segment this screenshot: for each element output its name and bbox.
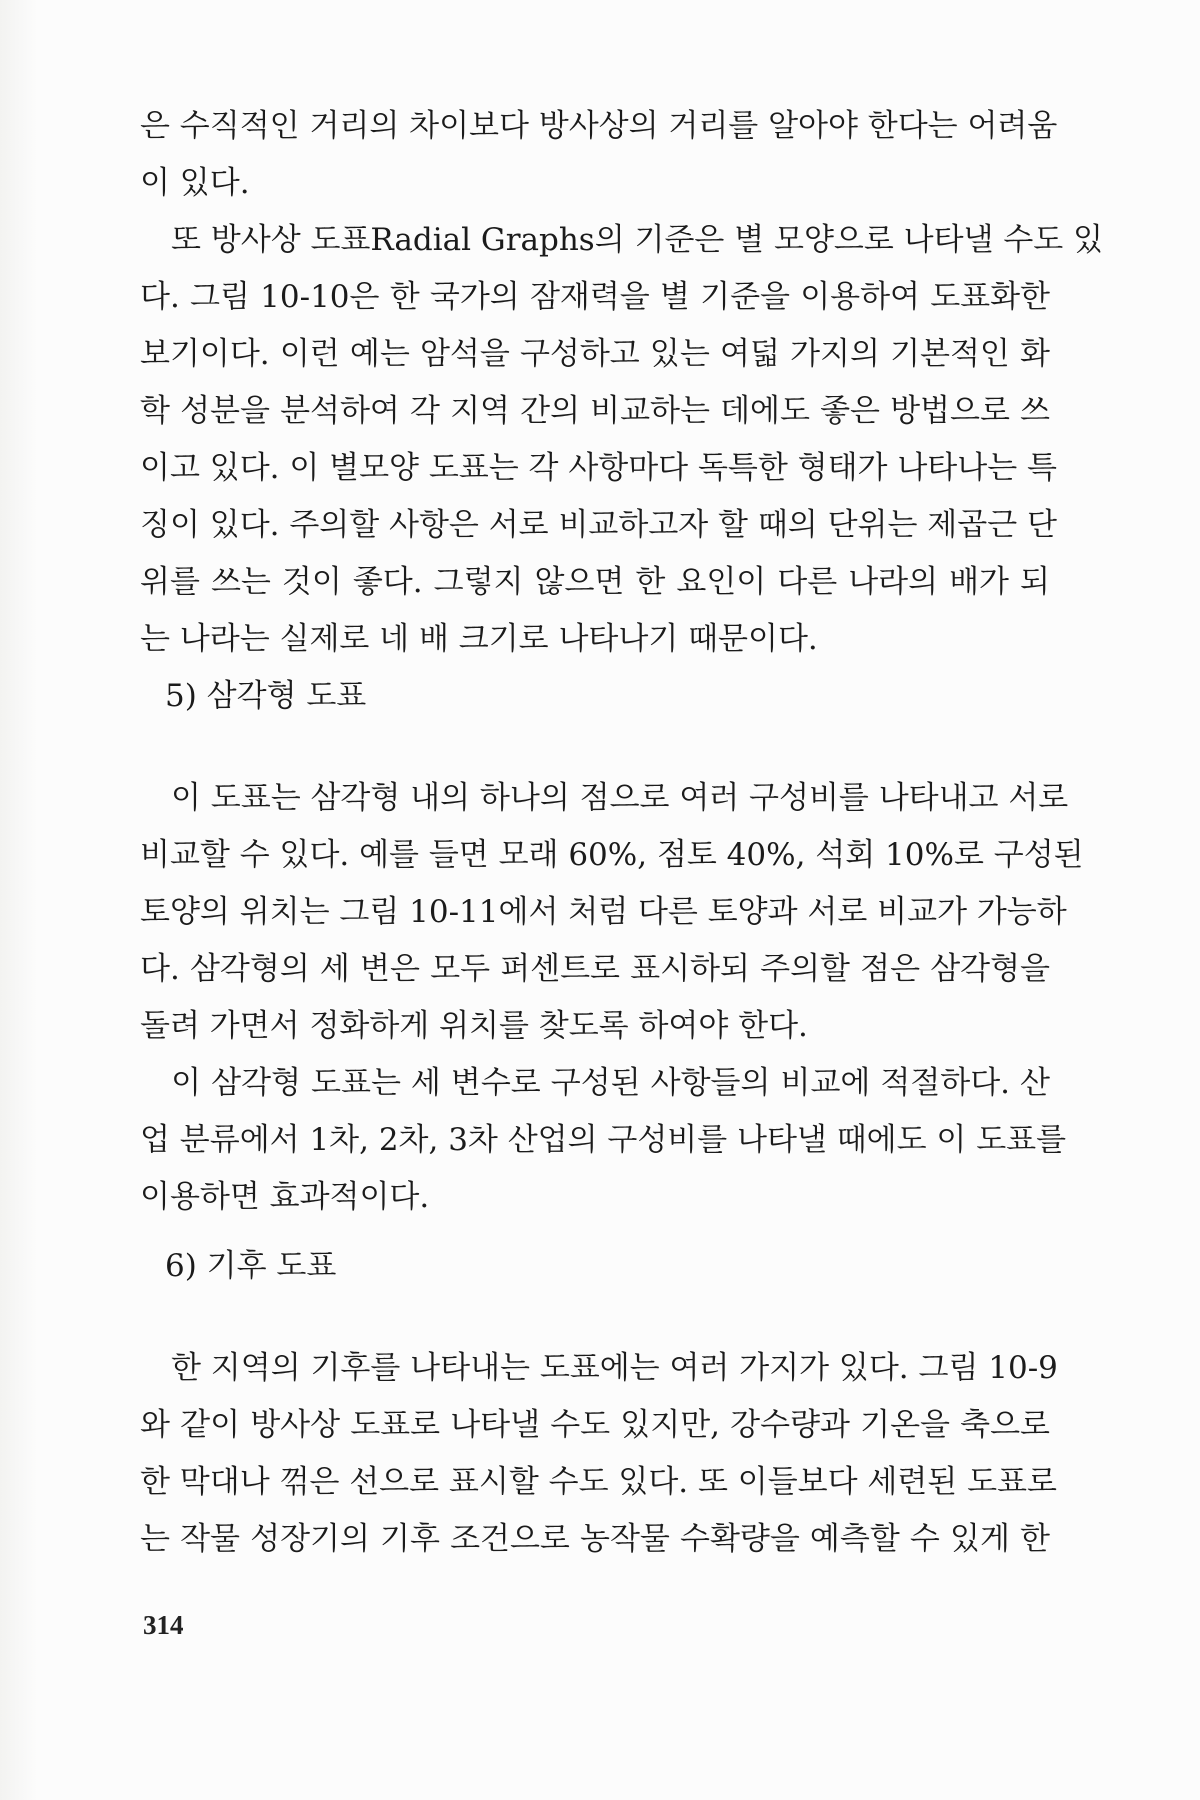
body-line: 이용하면 효과적이다.	[140, 1179, 430, 1215]
climate-chart-paragraph	[140, 1340, 1058, 1568]
page-number: 314	[143, 1610, 184, 1640]
body-line: 는 나라는 실제로 네 배 크기로 나타나기 때문이다.	[140, 621, 818, 657]
body-line: 는 작물 성장기의 기후 조건으로 농작물 수확량을 예측할 수 있게 한	[140, 1521, 1050, 1557]
body-line: 업 분류에서 1차, 2차, 3차 산업의 구성비를 나타낼 때에도 이 도표를	[140, 1122, 1067, 1158]
body-line: 한 지역의 기후를 나타내는 도표에는 여러 가지가 있다. 그림 10-9	[140, 1350, 1058, 1386]
body-line: 다. 그림 10-10은 한 국가의 잠재력을 별 기준을 이용하여 도표화한	[140, 279, 1050, 315]
triangle-chart-paragraph	[140, 770, 1084, 1226]
body-line: 이 삼각형 도표는 세 변수로 구성된 사항들의 비교에 적절하다. 산	[140, 1065, 1050, 1101]
section-heading-climate-chart: 6) 기후 도표	[165, 1248, 337, 1284]
body-line: 학 성분을 분석하여 각 지역 간의 비교하는 데에도 좋은 방법으로 쓰	[140, 393, 1050, 429]
body-line: 와 같이 방사상 도표로 나타낼 수도 있지만, 강수량과 기온을 축으로	[140, 1407, 1050, 1443]
section-heading-triangle-chart: 5) 삼각형 도표	[165, 678, 367, 714]
body-line: 은 수직적인 거리의 차이보다 방사상의 거리를 알아야 한다는 어려움	[140, 108, 1058, 144]
body-line: 토양의 위치는 그림 10-11에서 처럼 다른 토양과 서로 비교가 가능하	[140, 894, 1067, 930]
body-line: 이고 있다. 이 별모양 도표는 각 사항마다 독특한 형태가 나타나는 특	[140, 450, 1057, 486]
body-line: 한 막대나 꺾은 선으로 표시할 수도 있다. 또 이들보다 세련된 도표로	[140, 1464, 1057, 1500]
page-scan-edge	[0, 0, 38, 1800]
body-line: 다. 삼각형의 세 변은 모두 퍼센트로 표시하되 주의할 점은 삼각형을	[140, 951, 1050, 987]
body-line: 징이 있다. 주의할 사항은 서로 비교하고자 할 때의 단위는 제곱근 단	[140, 507, 1057, 543]
body-line: 비교할 수 있다. 예를 들면 모래 60%, 점토 40%, 석회 10%로 구성된	[140, 837, 1084, 873]
body-line: 또 방사상 도표Radial Graphs의 기준은 별 모양으로 나타낼 수도 있	[140, 222, 1104, 258]
body-line: 이 도표는 삼각형 내의 하나의 점으로 여러 구성비를 나타내고 서로	[140, 780, 1069, 816]
body-line: 보기이다. 이런 예는 암석을 구성하고 있는 여덟 가지의 기본적인 화	[140, 336, 1050, 372]
body-line: 이 있다.	[140, 165, 250, 201]
body-line: 돌려 가면서 정화하게 위치를 찾도록 하여야 한다.	[140, 1008, 808, 1044]
body-line: 위를 쓰는 것이 좋다. 그렇지 않으면 한 요인이 다른 나라의 배가 되	[140, 564, 1050, 600]
radial-graphs-paragraph	[140, 98, 1104, 668]
